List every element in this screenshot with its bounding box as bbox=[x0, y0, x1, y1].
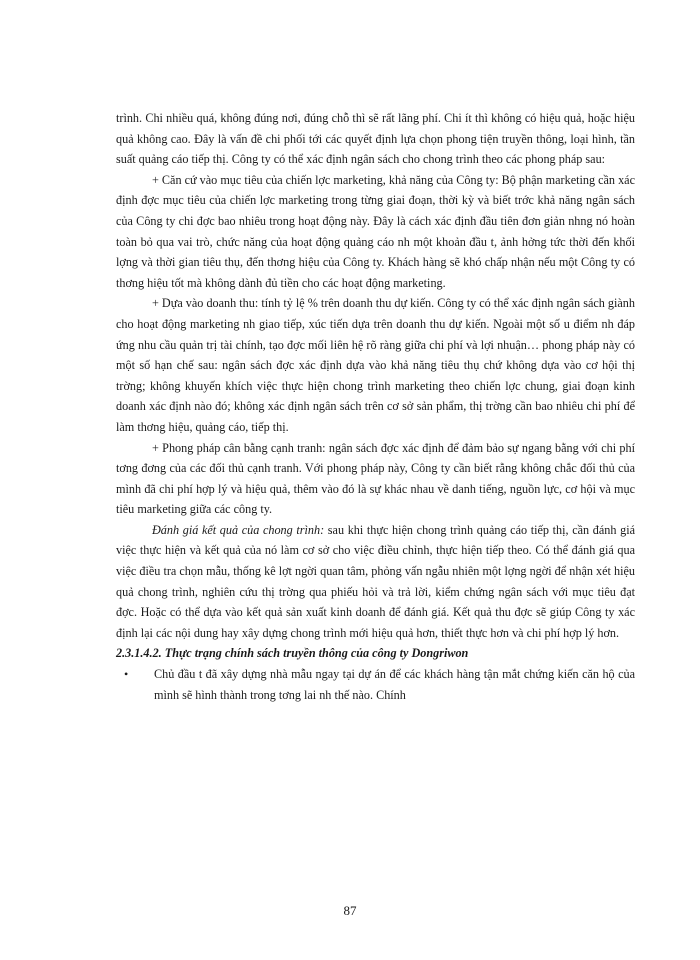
body-text bbox=[116, 108, 635, 705]
paragraph-revenue-method: + Dựa vào doanh thu: tính tỷ lệ % trên doanh thu dự kiến. Công ty có thể xác định ngân sách giành cho hoạt động marketing nh giao tiếp, xúc tiến dựa trên doanh thu dự kiến. Ngoài một số u điểm nh đáp ứng nhu cầu quản trị tài chính, tạo đợc mối liên hệ rõ ràng giữa chi phí và lợi nhuận… phong pháp này có một số hạn chế sau: ngân sách đợc xác định dựa vào khả năng tiêu thụ chứ không dựa vào cơ hội thị trờng; không khuyến khích việc thực hiện chong trình marketing theo chiến lợc chung, giai đoạn kinh doanh xác định nào đó; không xác định ngân sách trên cơ sở sản phẩm, thị trờng cần bao nhiêu chi phí để làm thơng hiệu, quảng cáo, tiếp thị. bbox=[116, 296, 635, 434]
bullet-icon: • bbox=[124, 667, 129, 682]
paragraph-competitive-method: + Phong pháp cân bằng cạnh tranh: ngân sách đợc xác định để đảm bảo sự ngang bằng với chi phí tơng đơng của các đối thủ cạnh tranh. Với phong pháp này, Công ty cần biết rằng không chắc đối thủ của mình đã chi phí hợp lý và hiệu quả, thêm vào đó là sự khác nhau về danh tiếng, nguồn lực, cơ hội và mục tiêu marketing giữa các công ty. bbox=[116, 440, 635, 517]
evaluation-lead: Đánh giá kết quả của chong trình: bbox=[152, 522, 325, 537]
paragraph-objective-method: + Căn cứ vào mục tiêu của chiến lợc marketing, khả năng của Công ty: Bộ phận marketing cần xác định đợc mục tiêu của chiến lợc marketing trong từng giai đoạn, thời kỳ và biết trớc khả năng ngân sách của Công ty chi đợc bao nhiêu trong hoạt động này. Đây là cách xác định đầu tiên đơn giản nhng nó hoàn toàn bỏ qua vai trò, chức năng của hoạt động quảng cáo nh một khoản đầu t, ảnh hởng tức thời đến khối lợng và thời gian tiêu thụ, đến thơng hiệu của Công ty. Khách hàng sẽ khó chấp nhận nếu một Công ty có thơng hiệu tốt mà không dành đủ tiền cho các hoạt động marketing. bbox=[116, 172, 635, 290]
section-heading: 2.3.1.4.2. Thực trạng chính sách truyền thông của công ty Dongriwon bbox=[116, 646, 469, 661]
paragraph-budget-intro: trình. Chi nhiều quá, không đúng nơi, đúng chỗ thì sẽ rất lãng phí. Chi ít thì không có hiệu quả, hoặc hiệu quả không cao. Đây là vấn đề chi phối tới các quyết định lựa chọn phong tiện truyền thông, loại hình, tần suất quảng cáo tiếp thị. Công ty có thể xác định ngân sách cho chong trình theo các phong pháp sau: bbox=[116, 111, 635, 167]
page-number: 87 bbox=[343, 903, 357, 918]
evaluation-text: sau khi thực hiện chong trình quảng cáo tiếp thị, cần đánh giá việc thực hiện và kết quả của nó làm cơ sở cho việc điều chỉnh, thực hiện tiếp theo. Có thể đánh giá qua việc điều tra chọn mẫu, thống kê lợt ngời quan tâm, phỏng vấn ngẫu nhiên một lợng ngời để nhận xét hiệu quả chong trình, nghiên cứu thị trờng qua phiếu hỏi và trả lời, kiểm chứng ngân sách với mục tiêu đạt đợc. Hoặc có thể dựa vào kết quả sản xuất kinh doanh để đánh giá. Kết quả thu đợc sẽ giúp Công ty xác định lại các nội dung hay xây dựng chong trình mới hiệu quả hơn, thiết thực hơn và chi phí hợp lý hơn. bbox=[116, 522, 635, 640]
paragraph-evaluation bbox=[116, 520, 635, 644]
bullet-item bbox=[124, 664, 635, 705]
bullet-text: Chủ đầu t đã xây dựng nhà mẫu ngay tại dự án để các khách hàng tận mắt chứng kiến căn hộ của mình sẽ hình thành trong tơng lai nh thế nào. Chính bbox=[154, 667, 635, 702]
